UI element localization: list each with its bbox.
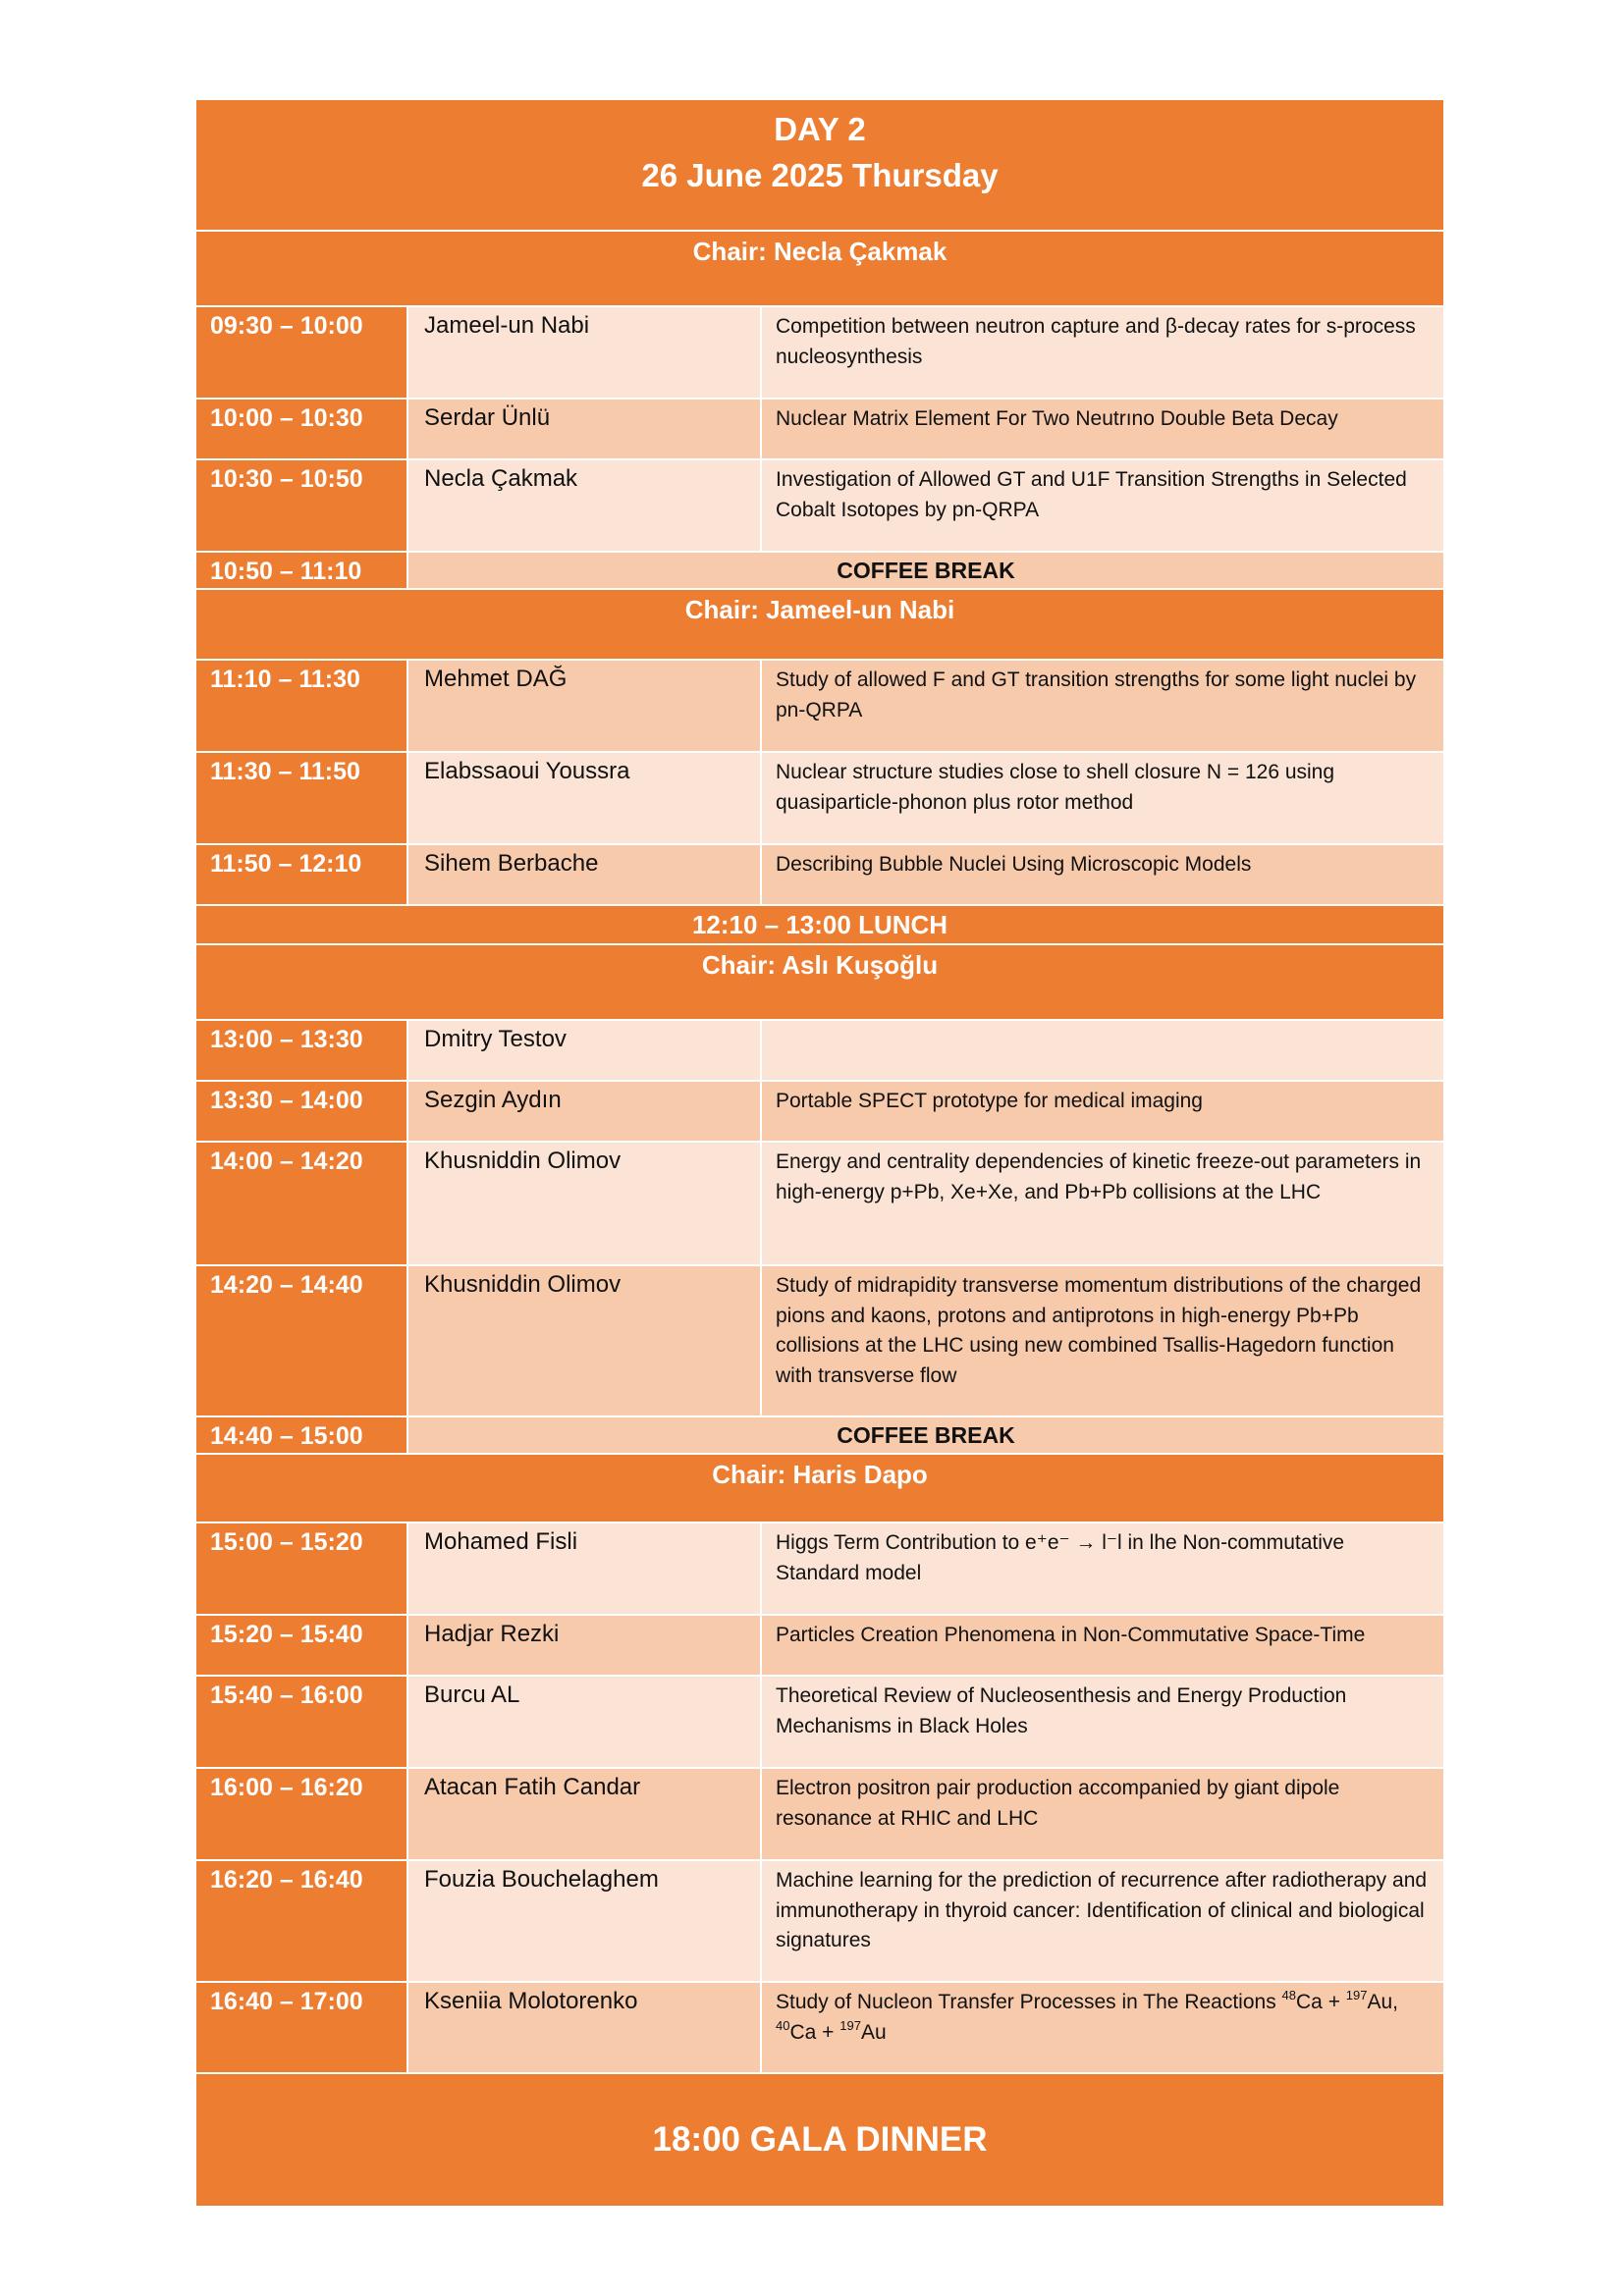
talk-title: Describing Bubble Nuclei Using Microscopic Models xyxy=(762,845,1443,904)
schedule-row xyxy=(196,460,1443,553)
talk-title xyxy=(762,1021,1443,1080)
talk-title: Energy and centrality dependencies of kinetic freeze-out parameters in high-energy p+Pb, Xe+Xe, and Pb+Pb collisions at the LHC xyxy=(762,1143,1443,1264)
talk-title: Portable SPECT prototype for medical imaging xyxy=(762,1082,1443,1141)
talk-title: Machine learning for the prediction of recurrence after radiotherapy and immunotherapy in thyroid cancer: Identification of clinical and biological signatures xyxy=(762,1861,1443,1981)
time-slot: 16:20 – 16:40 xyxy=(196,1861,408,1981)
time-slot: 14:20 – 14:40 xyxy=(196,1266,408,1415)
coffee-break-label: COFFEE BREAK xyxy=(408,1417,1443,1453)
coffee-break-label: COFFEE BREAK xyxy=(408,553,1443,588)
gala-dinner-banner: 18:00 GALA DINNER xyxy=(196,2074,1443,2206)
time-slot: 10:50 – 11:10 xyxy=(196,553,408,588)
talk-title: Competition between neutron capture and β-decay rates for s-process nucleosynthesis xyxy=(762,307,1443,398)
speaker-name: Dmitry Testov xyxy=(408,1021,762,1080)
time-slot: 10:30 – 10:50 xyxy=(196,460,408,551)
schedule-row xyxy=(196,1143,1443,1266)
schedule-row xyxy=(196,753,1443,845)
speaker-name: Khusniddin Olimov xyxy=(408,1143,762,1264)
speaker-name: Necla Çakmak xyxy=(408,460,762,551)
talk-title: Electron positron pair production accompanied by giant dipole resonance at RHIC and LHC xyxy=(762,1769,1443,1859)
schedule-row xyxy=(196,400,1443,460)
chair-heading: Chair: Necla Çakmak xyxy=(196,232,1443,307)
time-slot: 09:30 – 10:00 xyxy=(196,307,408,398)
talk-title-text: Au, xyxy=(1367,1991,1399,2013)
speaker-name: Atacan Fatih Candar xyxy=(408,1769,762,1859)
talk-title: Particles Creation Phenomena in Non-Commutative Space-Time xyxy=(762,1616,1443,1675)
time-slot: 15:00 – 15:20 xyxy=(196,1523,408,1614)
speaker-name: Mohamed Fisli xyxy=(408,1523,762,1614)
time-slot: 15:20 – 15:40 xyxy=(196,1616,408,1675)
speaker-name: Hadjar Rezki xyxy=(408,1616,762,1675)
speaker-name: Mehmet DAĞ xyxy=(408,661,762,751)
speaker-name: Khusniddin Olimov xyxy=(408,1266,762,1415)
mass-number: 197 xyxy=(839,2017,861,2033)
lunch-banner: 12:10 – 13:00 LUNCH xyxy=(196,906,1443,945)
schedule-row xyxy=(196,1266,1443,1417)
talk-title-text: Ca + xyxy=(1296,1991,1346,2013)
speaker-name: Kseniia Molotorenko xyxy=(408,1983,762,2072)
time-slot: 16:40 – 17:00 xyxy=(196,1983,408,2072)
chair-heading: Chair: Haris Dapo xyxy=(196,1455,1443,1523)
time-slot: 11:10 – 11:30 xyxy=(196,661,408,751)
speaker-name: Fouzia Bouchelaghem xyxy=(408,1861,762,1981)
mass-number: 197 xyxy=(1345,1988,1368,2002)
coffee-break-row xyxy=(196,553,1443,590)
schedule-row xyxy=(196,1769,1443,1861)
speaker-name: Sihem Berbache xyxy=(408,845,762,904)
speaker-name: Sezgin Aydın xyxy=(408,1082,762,1141)
talk-title: Nuclear structure studies close to shell closure N = 126 using quasiparticle-phonon plus rotor method xyxy=(762,753,1443,843)
speaker-name: Jameel-un Nabi xyxy=(408,307,762,398)
talk-title: Theoretical Review of Nucleosenthesis and Energy Production Mechanisms in Black Holes xyxy=(762,1677,1443,1767)
mass-number: 48 xyxy=(1281,1988,1297,2002)
schedule-row xyxy=(196,1861,1443,1983)
time-slot: 14:00 – 14:20 xyxy=(196,1143,408,1264)
talk-title: Nuclear Matrix Element For Two Neutrıno Double Beta Decay xyxy=(762,400,1443,458)
talk-title: Investigation of Allowed GT and U1F Transition Strengths in Selected Cobalt Isotopes by pn-QRPA xyxy=(762,460,1443,551)
sessions xyxy=(196,232,1443,2074)
schedule-row xyxy=(196,1082,1443,1143)
time-slot: 15:40 – 16:00 xyxy=(196,1677,408,1767)
schedule-row xyxy=(196,1021,1443,1082)
speaker-name: Burcu AL xyxy=(408,1677,762,1767)
mass-number: 40 xyxy=(776,2017,790,2033)
talk-title: Study of allowed F and GT transition strengths for some light nuclei by pn-QRPA xyxy=(762,661,1443,751)
talk-title-text: Ca + xyxy=(789,2020,840,2044)
chair-heading: Chair: Aslı Kuşoğlu xyxy=(196,945,1443,1021)
day-header xyxy=(196,100,1443,232)
time-slot: 11:50 – 12:10 xyxy=(196,845,408,904)
time-slot: 13:00 – 13:30 xyxy=(196,1021,408,1080)
schedule-row xyxy=(196,307,1443,400)
day-label: DAY 2 xyxy=(774,111,866,147)
schedule-row xyxy=(196,661,1443,753)
schedule-row xyxy=(196,1983,1443,2074)
talk-title xyxy=(762,1983,1443,2072)
coffee-break-row xyxy=(196,1417,1443,1455)
chair-heading: Chair: Jameel-un Nabi xyxy=(196,590,1443,661)
schedule-row xyxy=(196,1523,1443,1616)
talk-title-text: Au xyxy=(860,2020,887,2044)
schedule-row xyxy=(196,845,1443,906)
talk-title: Study of midrapidity transverse momentum distributions of the charged pions and kaons, protons and antiprotons in high-energy Pb+Pb collisions at the LHC using new combined Tsallis-Hagedorn function with transverse flow xyxy=(762,1266,1443,1415)
program-table xyxy=(196,100,1443,2206)
talk-title: Higgs Term Contribution to e⁺e⁻ → l⁻l in lhe Non-commutative Standard model xyxy=(762,1523,1443,1614)
speaker-name: Serdar Ünlü xyxy=(408,400,762,458)
day-date: 26 June 2025 Thursday xyxy=(641,157,999,193)
time-slot: 11:30 – 11:50 xyxy=(196,753,408,843)
time-slot: 16:00 – 16:20 xyxy=(196,1769,408,1859)
schedule-row xyxy=(196,1616,1443,1677)
time-slot: 14:40 – 15:00 xyxy=(196,1417,408,1453)
talk-title-text: Study of Nucleon Transfer Processes in The Reactions xyxy=(776,1991,1282,2013)
time-slot: 10:00 – 10:30 xyxy=(196,400,408,458)
schedule-row xyxy=(196,1677,1443,1769)
speaker-name: Elabssaoui Youssra xyxy=(408,753,762,843)
time-slot: 13:30 – 14:00 xyxy=(196,1082,408,1141)
